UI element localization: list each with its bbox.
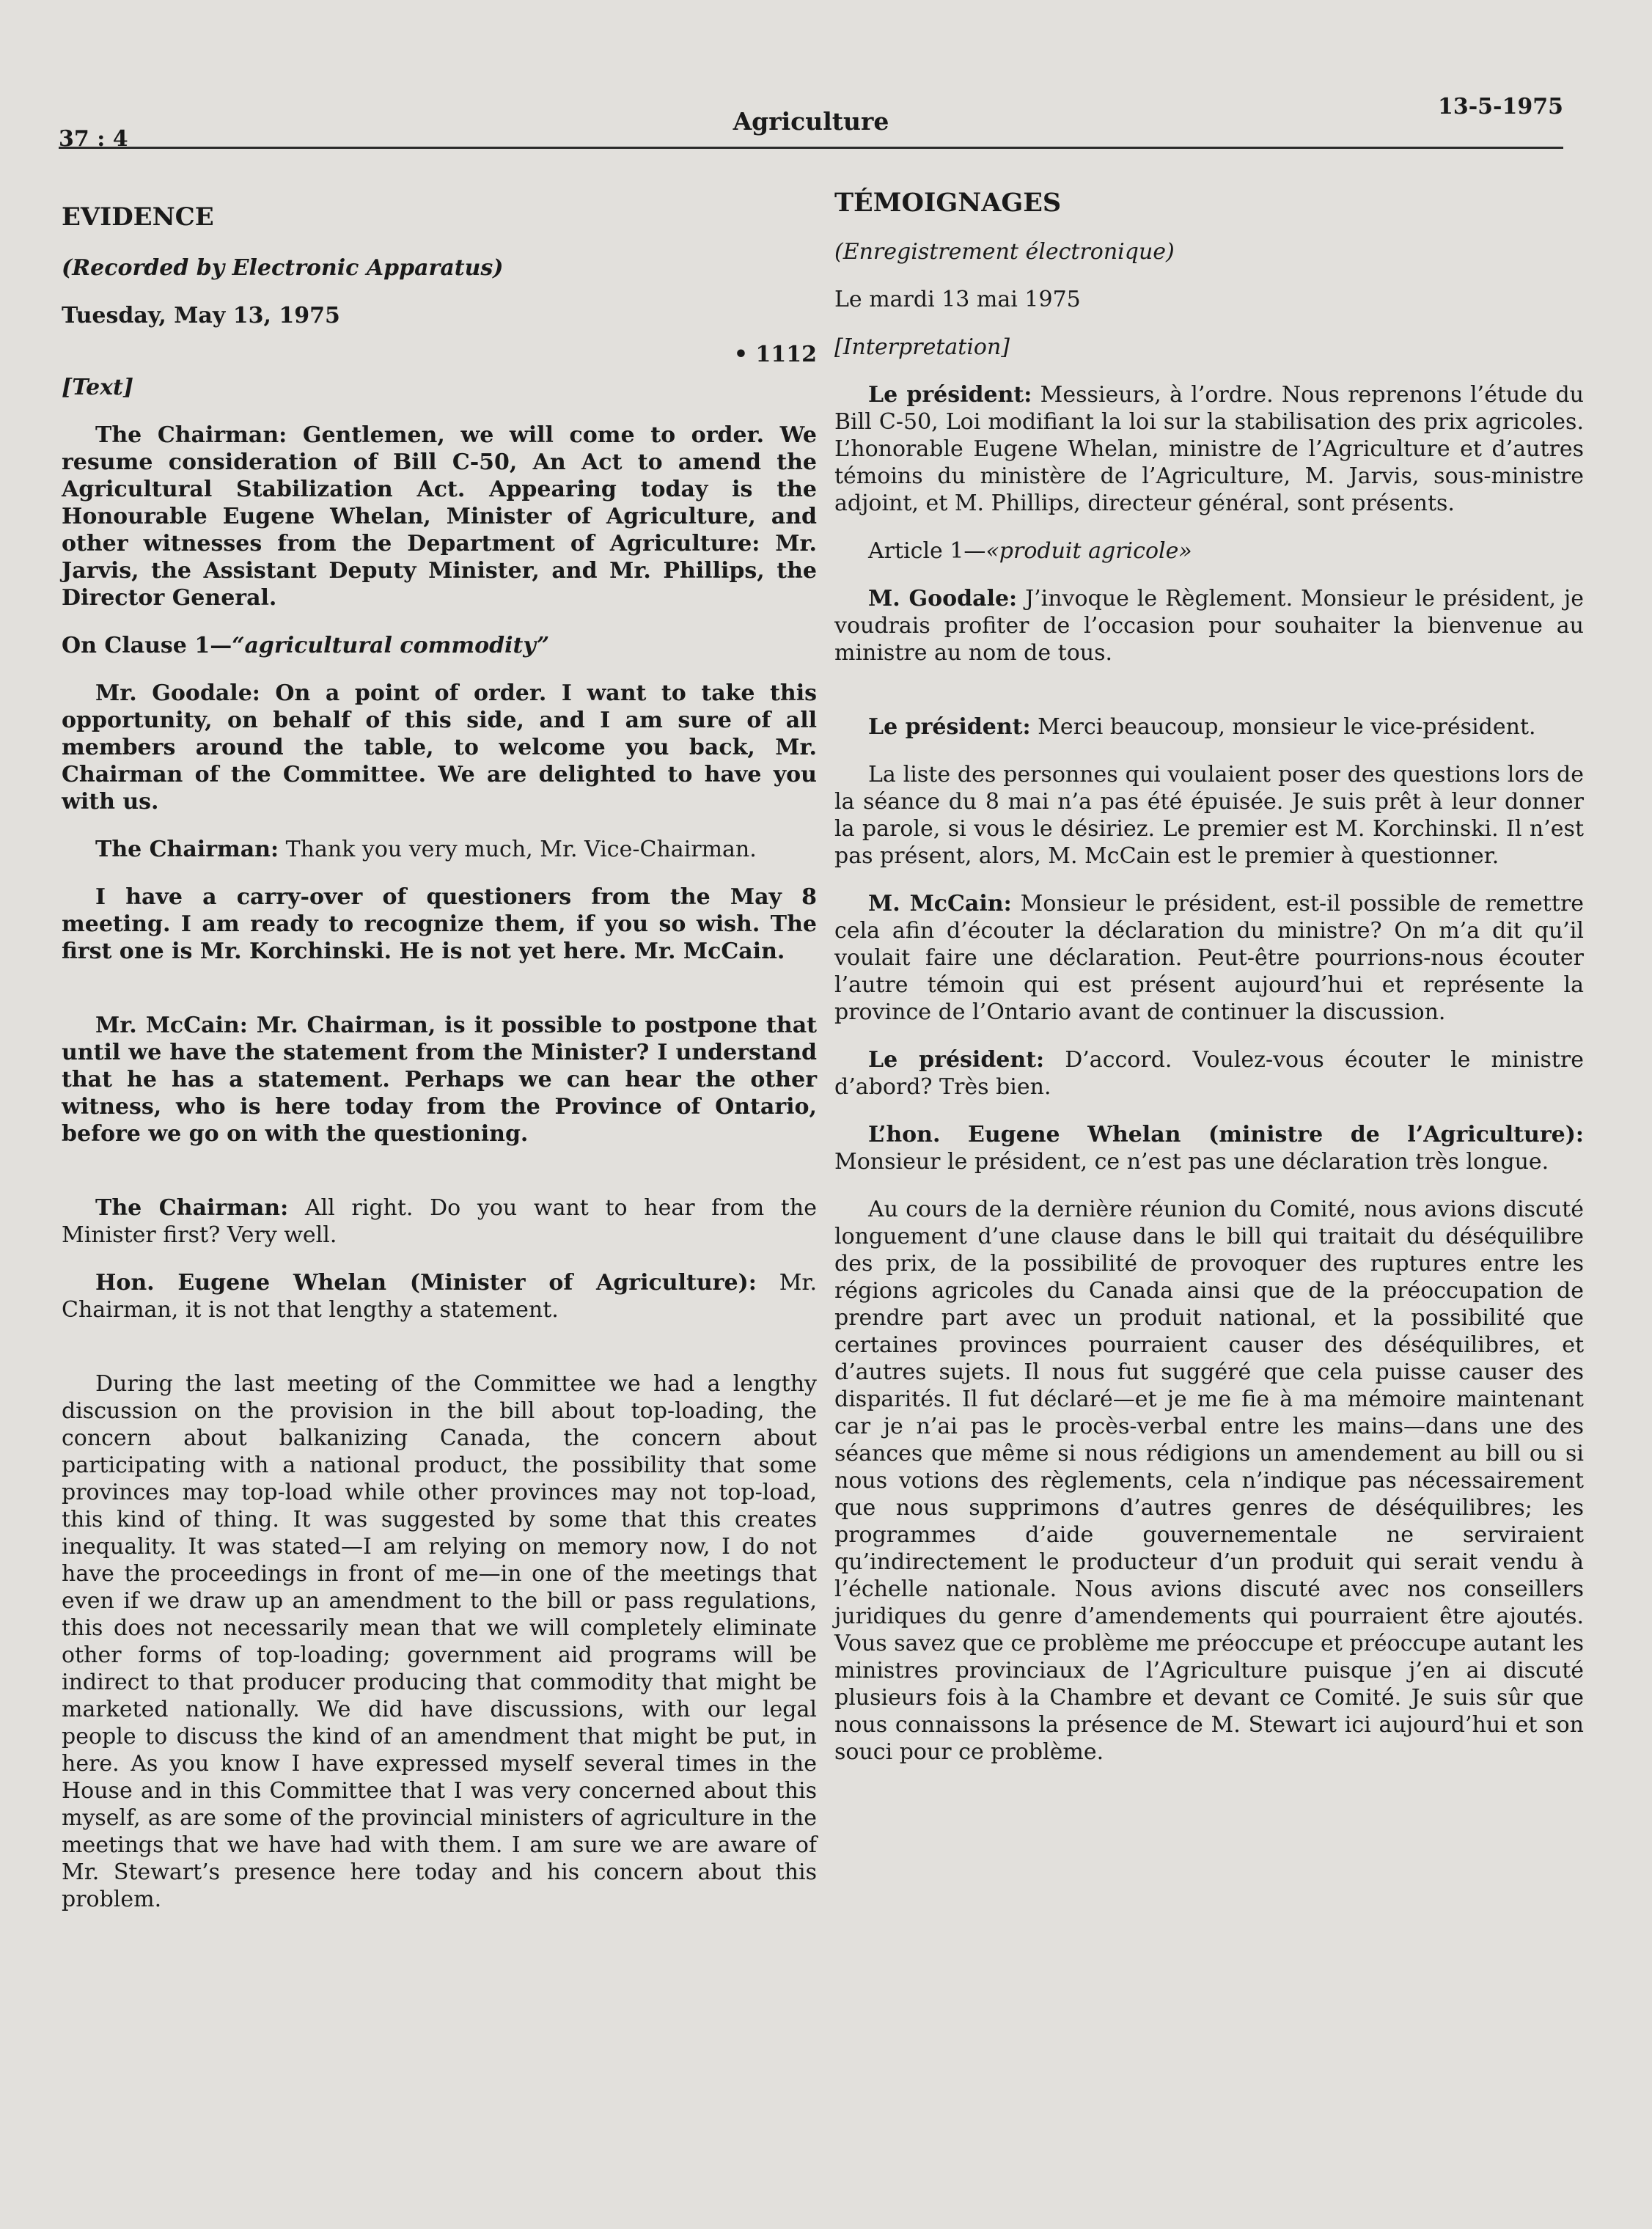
running-title: Agriculture: [733, 107, 889, 136]
speaker-name: Mr. Goodale:: [95, 680, 260, 706]
page-header: [59, 85, 1563, 152]
recorded-note: (Enregistrement électronique): [834, 239, 1175, 265]
paragraph: [834, 585, 1584, 667]
speech-text: Mr. Chairman, it is not that lengthy a statement.: [62, 1270, 818, 1323]
header-date: 13-5-1975: [1437, 94, 1563, 120]
paragraph: [62, 422, 817, 612]
speech-text: J’invoque le Règlement. Monsieur le président, je voudrais profiter de l’occasion pour souhaiter la bienvenue au ministre au nom de tous.: [834, 586, 1584, 666]
page-number: 37 : 4: [59, 126, 128, 152]
speech-text: Gentlemen, we will come to order. We resume consideration of Bill C-50, An Act to amend the Agricultural Stabilization Act. Appearing today is the Honourable Eugene Whelan, Minister of Agriculture, and other witnesses from the Department of Agriculture: Mr. Jarvis, the Assistant Deputy Minister, and Mr. Phillips, the Director General.: [62, 422, 817, 611]
interpretation-tag: [Interpretation]: [834, 334, 1010, 360]
speech-text: Monsieur le président, ce n’est pas une déclaration très longue.: [834, 1149, 1549, 1175]
paragraph: [834, 713, 1584, 741]
speaker-name: Mr. McCain:: [95, 1013, 248, 1038]
speech-text: D’accord. Voulez-vous écouter le ministre d’abord? Très bien.: [834, 1047, 1585, 1100]
speaker-name: Le président:: [868, 382, 1032, 408]
clause-label: On Clause 1—: [62, 633, 232, 658]
sitting-date: Le mardi 13 mai 1975: [834, 287, 1081, 312]
paragraph: [62, 836, 817, 863]
clause-title: “agricultural commodity”: [232, 633, 550, 658]
paragraph: [62, 1012, 817, 1147]
clause-title: «produit agricole»: [985, 538, 1192, 564]
paragraph: [834, 890, 1584, 1026]
speaker-name: Le président:: [868, 1047, 1045, 1073]
paragraph: [834, 1121, 1584, 1175]
speaker-name: The Chairman:: [95, 1195, 289, 1221]
speaker-name: M. McCain:: [868, 891, 1012, 917]
speech-text: On a point of order. I want to take this opportunity, on behalf of this side, and I am sure of all members around the table, to welcome you back, Mr. Chairman of the Committee. We are delighted to have you with us.: [62, 680, 818, 815]
clause-heading: [62, 632, 817, 659]
paragraph: La liste des personnes qui voulaient poser des questions lors de la séance du 8 mai n’a pas été épuisée. Je suis prêt à leur donner la parole, si vous le désiriez. Le premier est M. Korchinski. Il n’est pas présent, alors, M. McCain est le premier à questionner.: [834, 762, 1584, 869]
speaker-name: Hon. Eugene Whelan (Minister of Agriculture):: [95, 1270, 757, 1296]
paragraph: [62, 680, 817, 815]
clause-heading: [834, 537, 1584, 565]
speech-text: Messieurs, à l’ordre. Nous reprenons l’étude du Bill C-50, Loi modifiant la loi sur la stabilisation des prix agricoles. L’honorable Eugene Whelan, ministre de l’Agriculture et d’autres témoins du ministère de l’Agriculture, M. Jarvis, sous-ministre adjoint, et M. Phillips, directeur général, sont présents.: [834, 382, 1584, 516]
speech-text: Mr. Chairman, is it possible to postpone that until we have the statement from the Minister? I understand that he has a statement. Perhaps we can hear the other witness, who is here today from the Province of Ontario, before we go on with the questioning.: [62, 1013, 817, 1147]
paragraph: [62, 1269, 817, 1323]
speech-text: Monsieur le président, est-il possible de remettre cela afin d’écouter la déclaration du ministre? On m’a dit qu’il voulait faire une déclaration. Peut-être pourrions-nous écouter l’autre témoin qui est présent aujourd’hui et représente la province de l’Ontario avant de continuer la discussion.: [834, 891, 1584, 1025]
paragraph: [834, 1046, 1584, 1101]
speaker-name: L’hon. Eugene Whelan (ministre de l’Agriculture):: [868, 1122, 1584, 1147]
sitting-date: Tuesday, May 13, 1975: [62, 303, 340, 328]
text-tag: [Text]: [62, 375, 134, 400]
clause-label: Article 1—: [868, 538, 986, 564]
speaker-name: M. Goodale:: [868, 586, 1018, 612]
french-column: [834, 182, 1584, 1786]
english-column: [62, 182, 817, 1934]
paragraph: [834, 381, 1584, 517]
speaker-name: The Chairman:: [95, 422, 287, 448]
speech-text: All right. Do you want to hear from the Minister first? Very well.: [62, 1195, 817, 1248]
speaker-name: Le président:: [868, 714, 1031, 740]
paragraph: During the last meeting of the Committee we had a lengthy discussion on the provision in the bill about top-loading, the concern about balkanizing Canada, the concern about participating with a national product, the possibility that some provinces may top-load while other provinces may not top-load, this kind of thing. It was suggested by some that this creates inequality. It was stated—I am relying on memory now, I do not have the proceedings in front of me—in one of the meetings that even if we draw up an amendment to the bill or pass regulations, this does not necessarily mean that we will completely eliminate other forms of top-loading; government aid programs will be indirect to that producer producing that commodity that might be marketed nationally. We did have discussions, with our legal people to discuss the kind of an amendment that might be put, in here. As you know I have expressed myself several times in the House and in this Committee that I was very concerned about this myself, as are some of the provincial ministers of agriculture in the meetings that we have had with them. I am sure we are aware of Mr. Stewart’s presence here today and his concern about this problem.: [62, 1371, 817, 1912]
speech-text: Merci beaucoup, monsieur le vice-président.: [1030, 714, 1536, 740]
evidence-heading: EVIDENCE: [62, 202, 214, 232]
speech-text: Thank you very much, Mr. Vice-Chairman.: [279, 837, 757, 862]
recorded-note: (Recorded by Electronic Apparatus): [62, 255, 504, 281]
paragraph: I have a carry-over of questioners from the May 8 meeting. I am ready to recognize them, if you so wish. The first one is Mr. Korchinski. He is not yet here. Mr. McCain.: [62, 884, 817, 964]
paragraph: [62, 1194, 817, 1249]
speaker-name: The Chairman:: [95, 837, 279, 862]
paragraph: Au cours de la dernière réunion du Comité, nous avions discuté longuement d’une clause dans le bill qui traitait du déséquilibre des prix, de la possibilité de provoquer des ruptures entre les régions agricoles du Canada ainsi que de la préoccupation de prendre part avec un produit national, et la possibilité que certaines provinces pourraient causer des déséquilibres, et d’autres sujets. Il nous fut suggéré que cela puisse causer des disparités. Il fut déclaré—et je me fie à ma mémoire maintenant car je n’ai pas le procès-verbal entre les mains—dans une des séances que même si nous rédigions un amendement au bill ou si nous votions des règlements, cela n’indique pas nécessairement que nous supprimons d’autres genres de déséquilibres; les programmes d’aide gouvernementale ne serviraient qu’indirectement le producteur d’un produit qui serait vendu à l’échelle nationale. Nous avions discuté avec nos conseillers juridiques du genre d’amendements qui pourraient être ajoutés. Vous savez que ce problème me préoccupe et préoccupe autant les ministres provinciaux de l’Agriculture puisque j’en ai discuté plusieurs fois à la Chambre et devant ce Comité. Je suis sûr que nous connaissons la présence de M. Stewart ici aujourd’hui et son souci pour ce problème.: [834, 1197, 1584, 1765]
temoignages-heading: TÉMOIGNAGES: [834, 188, 1062, 218]
time-marker: • 1112: [733, 342, 817, 367]
